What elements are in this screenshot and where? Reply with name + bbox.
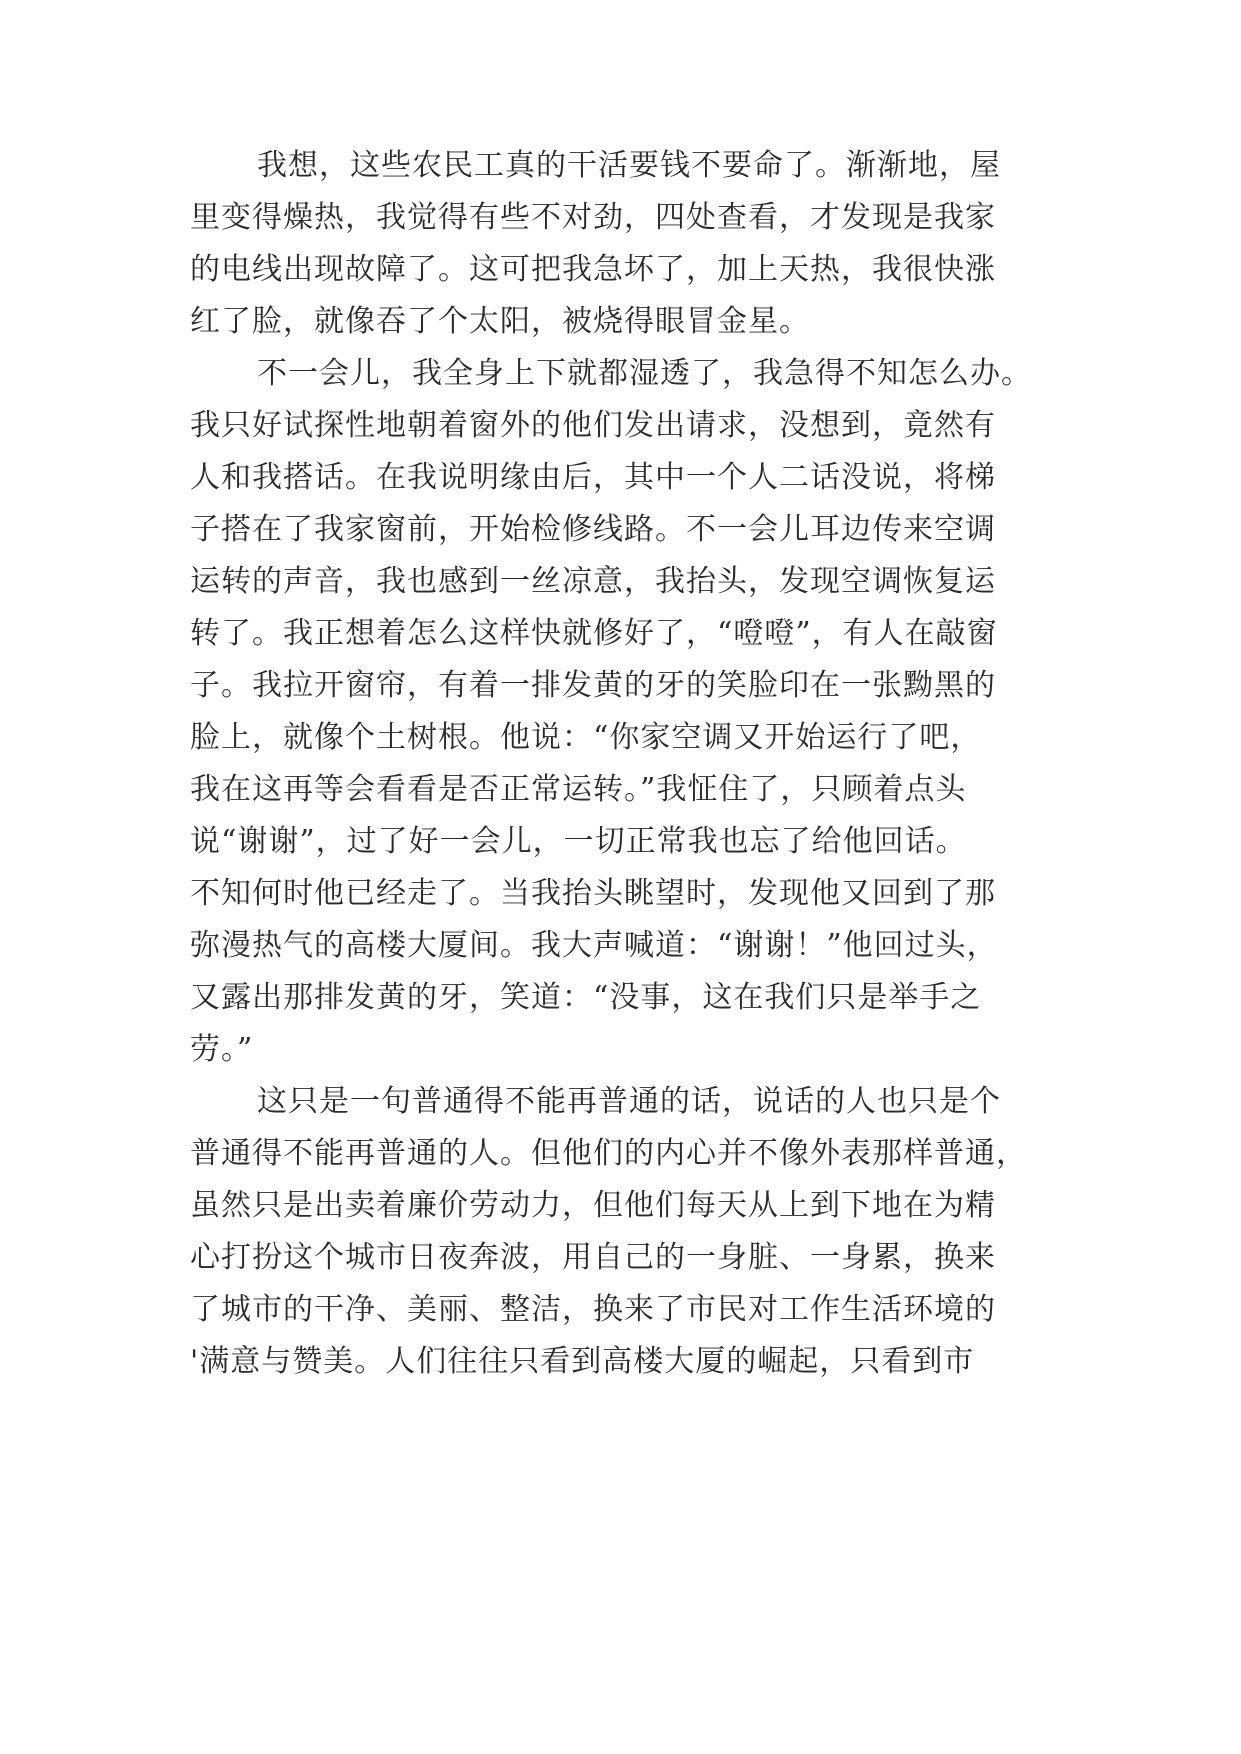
paragraph-2-line-12: 弥漫热气的高楼大厦间。我大声喊道：“谢谢！”他回过头， [190, 928, 998, 963]
paragraph-2-line-5: 运转的声音，我也感到一丝凉意，我抬头，发现空调恢复运 [190, 564, 996, 599]
paragraph-2-line-11: 不知何时他已经走了。当我抬头眺望时，发现他又回到了那 [190, 876, 996, 911]
paragraph-2-line-6: 转了。我正想着怎么这样快就修好了，“噔噔”，有人在敲窗 [190, 616, 998, 651]
paragraph-2-line-14: 劳。” [190, 1032, 254, 1067]
paragraph-1-line-4: 红了脸，就像吞了个太阳，被烧得眼冒金星。 [190, 304, 810, 339]
paragraph-1-line-2: 里变得燥热，我觉得有些不对劲，四处查看，才发现是我家 [190, 200, 996, 235]
paragraph-3-line-3: 虽然只是出卖着廉价劳动力，但他们每天从上到下地在为精 [190, 1188, 996, 1223]
paragraph-2-line-9: 我在这再等会看看是否正常运转。”我怔住了，只顾着点头 [190, 772, 967, 807]
paragraph-3-line-1: 这只是一句普通得不能再普通的话，说话的人也只是个 [257, 1084, 1001, 1119]
paragraph-2-line-13: 又露出那排发黄的牙，笑道：“没事，这在我们只是举手之 [190, 980, 982, 1015]
paragraph-1-line-3: 的电线出现故障了。这可把我急坏了，加上天热，我很快涨 [190, 252, 996, 287]
paragraph-2-line-10: 说“谢谢”，过了好一会儿，一切正常我也忘了给他回话。 [190, 824, 967, 859]
paragraph-2-line-2: 我只好试探性地朝着窗外的他们发出请求，没想到，竟然有 [190, 408, 996, 443]
paragraph-1-line-1: 我想，这些农民工真的干活要钱不要命了。渐渐地，屋 [257, 148, 1001, 183]
paragraph-3-line-5: 了城市的干净、美丽、整洁，换来了市民对工作生活环境的 [190, 1292, 996, 1327]
paragraph-2-line-1: 不一会儿，我全身上下就都湿透了，我急得不知怎么办。 [257, 356, 1032, 391]
paragraph-3-line-2: 普通得不能再普通的人。但他们的内心并不像外表那样普通， [190, 1136, 1027, 1171]
paragraph-2-line-8: 脸上，就像个土树根。他说：“你家空调又开始运行了吧， [190, 720, 982, 755]
paragraph-2-line-3: 人和我搭话。在我说明缘由后，其中一个人二话没说，将梯 [190, 460, 996, 495]
paragraph-3-line-4: 心打扮这个城市日夜奔波，用自己的一身脏、一身累，换来 [190, 1240, 996, 1275]
paragraph-3-line-6: '满意与赞美。人们往往只看到高楼大厦的崛起，只看到市 [190, 1344, 975, 1379]
paragraph-2-line-4: 子搭在了我家窗前，开始检修线路。不一会儿耳边传来空调 [190, 512, 996, 547]
paragraph-2-line-7: 子。我拉开窗帘，有着一排发黄的牙的笑脸印在一张黝黑的 [190, 668, 996, 703]
